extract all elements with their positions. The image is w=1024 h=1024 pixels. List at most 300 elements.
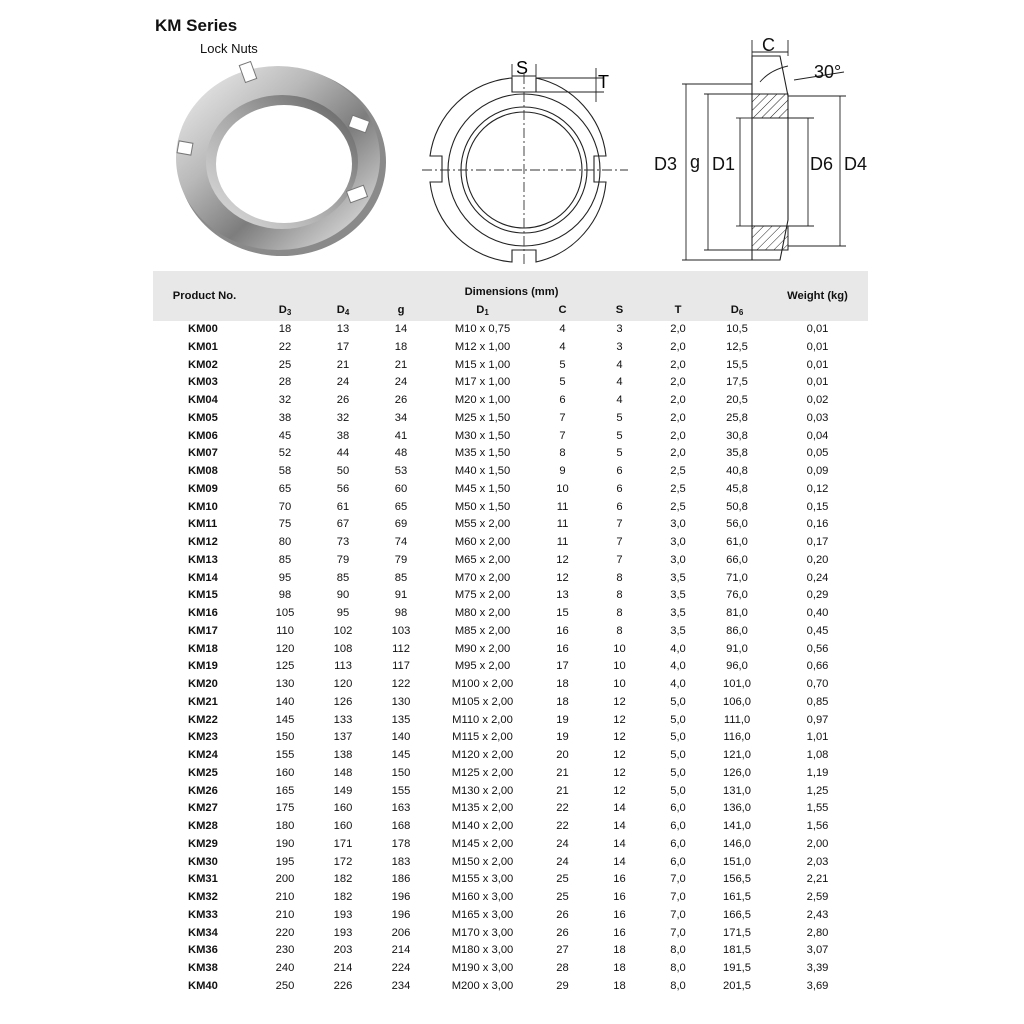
table-cell: 0,01 xyxy=(806,358,829,371)
product-number-cell: KM34 xyxy=(188,926,218,939)
table-cell: 5,0 xyxy=(670,731,686,744)
table-cell: 149 xyxy=(333,784,353,797)
table-cell: 24 xyxy=(336,376,350,389)
table-cell: 5,0 xyxy=(670,695,686,708)
dimension-d6-label: D6 xyxy=(810,154,834,174)
table-cell: 24 xyxy=(556,837,569,850)
table-cell: 172 xyxy=(333,855,353,868)
table-cell: 26 xyxy=(336,394,350,406)
table-cell: 34 xyxy=(394,411,408,424)
table-cell: 1,01 xyxy=(806,731,829,744)
table-cell: 12 xyxy=(613,749,626,761)
table-cell: 5 xyxy=(616,411,623,424)
table-cell: 2,0 xyxy=(670,358,686,371)
table-cell: 85 xyxy=(336,571,350,584)
product-number-cell: KM40 xyxy=(188,979,218,992)
table-cell: 203 xyxy=(333,944,353,957)
column-header: g xyxy=(372,298,430,321)
table-cell: 6 xyxy=(616,465,623,477)
table-row xyxy=(153,978,868,996)
table-cell: 163 xyxy=(391,802,411,815)
table-cell: 14 xyxy=(613,837,626,850)
product-number-header: Product No. xyxy=(153,271,256,321)
table-cell: M190 x 3,00 xyxy=(451,962,514,974)
table-cell: 0,17 xyxy=(806,536,829,548)
table-cell: 0,04 xyxy=(806,429,829,442)
table-cell: 4,0 xyxy=(670,642,686,655)
table-cell: 13 xyxy=(336,323,350,335)
product-number-cell: KM10 xyxy=(188,500,218,513)
table-cell: 136,0 xyxy=(723,802,751,815)
table-cell: 14 xyxy=(394,323,408,335)
table-row xyxy=(153,942,868,960)
table-cell: 2,0 xyxy=(670,323,686,335)
table-cell: 2,0 xyxy=(670,376,686,389)
table-cell: 3,07 xyxy=(806,944,829,957)
table-row xyxy=(153,605,868,623)
table-cell: 0,01 xyxy=(806,323,829,335)
table-cell: M10 x 0,75 xyxy=(454,323,511,335)
table-cell: M12 x 1,00 xyxy=(454,340,511,353)
table-cell: M80 x 2,00 xyxy=(454,607,511,619)
table-cell: 19 xyxy=(556,713,569,726)
table-cell: 91 xyxy=(394,589,408,602)
table-row xyxy=(153,357,868,375)
product-number-cell: KM21 xyxy=(188,695,218,708)
table-cell: 18 xyxy=(394,340,408,353)
table-cell: 96,0 xyxy=(726,660,748,673)
page-subtitle: Lock Nuts xyxy=(200,41,258,56)
table-cell: 190 xyxy=(275,837,295,850)
table-cell: 0,01 xyxy=(806,376,829,389)
table-cell: 8 xyxy=(616,571,623,584)
product-number-cell: KM03 xyxy=(188,376,218,389)
product-number-cell: KM28 xyxy=(188,820,218,832)
table-cell: 95 xyxy=(278,571,292,584)
table-cell: 183 xyxy=(391,855,411,868)
table-cell: M115 x 2,00 xyxy=(452,731,513,744)
table-cell: M40 x 1,50 xyxy=(454,465,511,477)
table-row xyxy=(153,623,868,641)
table-cell: 60 xyxy=(394,482,408,495)
table-cell: 0,15 xyxy=(806,500,829,513)
table-cell: M200 x 3,00 xyxy=(451,979,514,992)
product-number-cell: KM32 xyxy=(188,891,218,903)
table-cell: 35,8 xyxy=(726,447,748,460)
table-cell: 0,40 xyxy=(806,607,829,619)
table-cell: M170 x 3,00 xyxy=(451,926,514,939)
table-cell: 27 xyxy=(556,944,569,957)
table-cell: 0,66 xyxy=(806,660,829,673)
table-row xyxy=(153,552,868,570)
product-number-cell: KM36 xyxy=(188,944,218,957)
column-header: T xyxy=(649,298,707,321)
product-number-cell: KM20 xyxy=(188,678,218,690)
table-cell: 0,56 xyxy=(806,642,829,655)
table-cell: 7 xyxy=(559,411,566,424)
table-cell: 12 xyxy=(613,766,626,779)
table-cell: 182 xyxy=(333,873,353,886)
table-cell: 9 xyxy=(559,465,566,477)
table-row xyxy=(153,445,868,463)
table-cell: 16 xyxy=(613,926,626,939)
table-cell: 7,0 xyxy=(670,891,686,903)
table-cell: 180 xyxy=(275,820,295,832)
table-cell: 140 xyxy=(391,731,411,744)
table-cell: 145 xyxy=(391,749,411,761)
angle-30-label: 30° xyxy=(814,62,842,82)
table-cell: 20,5 xyxy=(726,394,748,406)
table-cell: 18 xyxy=(613,962,626,974)
table-cell: 6,0 xyxy=(670,820,686,832)
table-cell: M20 x 1,00 xyxy=(454,394,511,406)
table-cell: 85 xyxy=(394,571,408,584)
table-cell: 131,0 xyxy=(723,784,751,797)
table-cell: 156,5 xyxy=(723,873,751,886)
table-cell: 2,59 xyxy=(806,891,829,903)
table-cell: 61 xyxy=(336,500,350,513)
table-cell: 0,16 xyxy=(806,518,829,531)
table-cell: 38 xyxy=(278,411,292,424)
table-cell: M145 x 2,00 xyxy=(451,837,514,850)
table-cell: 206 xyxy=(391,926,411,939)
table-cell: 0,24 xyxy=(806,571,829,584)
column-header: $D_3$ xyxy=(256,298,314,321)
table-cell: 171,5 xyxy=(723,926,751,939)
table-cell: 40,8 xyxy=(726,465,748,477)
table-cell: 0,20 xyxy=(806,553,829,566)
table-cell: 5,0 xyxy=(670,766,686,779)
table-cell: M180 x 3,00 xyxy=(451,944,514,957)
table-row xyxy=(153,783,868,801)
table-cell: 32 xyxy=(336,411,350,424)
table-row xyxy=(153,800,868,818)
product-number-cell: KM08 xyxy=(188,465,218,477)
table-cell: M110 x 2,00 xyxy=(452,713,513,726)
table-cell: 151,0 xyxy=(723,855,751,868)
table-cell: 0,85 xyxy=(806,695,829,708)
table-cell: 6 xyxy=(616,500,623,513)
table-cell: 133 xyxy=(333,713,353,726)
table-cell: 73 xyxy=(336,536,350,548)
product-number-cell: KM12 xyxy=(188,536,218,548)
table-cell: 80 xyxy=(278,536,292,548)
table-cell: M105 x 2,00 xyxy=(451,695,514,708)
table-cell: 22 xyxy=(278,340,292,353)
table-cell: M75 x 2,00 xyxy=(454,589,511,602)
table-cell: 196 xyxy=(391,908,411,921)
table-cell: 61,0 xyxy=(726,536,748,548)
table-cell: 6,0 xyxy=(670,802,686,815)
table-cell: 191,5 xyxy=(723,962,751,974)
table-cell: 8,0 xyxy=(670,979,686,992)
product-number-cell: KM11 xyxy=(188,518,218,531)
table-cell: 3,5 xyxy=(670,589,686,602)
table-cell: 29 xyxy=(556,979,569,992)
table-cell: 1,55 xyxy=(806,802,829,815)
table-cell: 76,0 xyxy=(726,589,748,602)
table-cell: 21 xyxy=(336,358,350,371)
table-cell: 45,8 xyxy=(726,482,748,495)
table-cell: 175 xyxy=(275,802,295,815)
table-cell: 0,03 xyxy=(806,411,829,424)
table-cell: 18 xyxy=(613,979,626,992)
table-cell: 6 xyxy=(616,482,623,495)
table-cell: 25 xyxy=(556,873,569,886)
column-header: $D_6$ xyxy=(707,298,767,321)
table-cell: M165 x 3,00 xyxy=(451,908,514,921)
product-number-cell: KM09 xyxy=(188,482,218,495)
table-cell: M35 x 1,50 xyxy=(454,447,511,460)
product-number-cell: KM15 xyxy=(188,589,218,602)
table-cell: M25 x 1,50 xyxy=(454,411,511,424)
table-cell: 53 xyxy=(394,465,408,477)
table-cell: 200 xyxy=(275,873,295,886)
table-cell: 1,56 xyxy=(806,820,829,832)
table-cell: 6,0 xyxy=(670,855,686,868)
table-cell: M95 x 2,00 xyxy=(454,660,511,673)
table-cell: 5 xyxy=(559,376,566,389)
table-cell: 1,08 xyxy=(806,749,829,761)
table-cell: 12 xyxy=(556,571,569,584)
table-cell: 105 xyxy=(275,607,295,619)
table-cell: 16 xyxy=(613,908,626,921)
table-cell: M140 x 2,00 xyxy=(451,820,514,832)
table-cell: 25,8 xyxy=(726,411,748,424)
table-row xyxy=(153,658,868,676)
table-cell: 8 xyxy=(616,589,623,602)
product-number-cell: KM33 xyxy=(188,908,218,921)
table-cell: 4 xyxy=(616,358,623,371)
product-number-cell: KM14 xyxy=(188,571,218,584)
table-row xyxy=(153,747,868,765)
table-cell: 120 xyxy=(333,678,353,690)
table-cell: 2,5 xyxy=(670,465,686,477)
table-cell: 26 xyxy=(394,394,408,406)
table-row xyxy=(153,836,868,854)
table-cell: M120 x 2,00 xyxy=(451,749,514,761)
table-cell: 56 xyxy=(336,482,350,495)
table-cell: 58 xyxy=(278,465,292,477)
dimension-g-label: g xyxy=(690,152,701,172)
table-cell: 11 xyxy=(556,500,569,513)
table-cell: 18 xyxy=(613,944,626,957)
table-cell: 224 xyxy=(391,962,411,974)
table-cell: 168 xyxy=(391,820,411,832)
table-cell: 0,09 xyxy=(806,465,829,477)
table-cell: 145 xyxy=(275,713,295,726)
table-cell: 90 xyxy=(336,589,350,602)
product-number-cell: KM01 xyxy=(188,340,218,353)
table-row xyxy=(153,694,868,712)
table-row xyxy=(153,907,868,925)
table-cell: 6 xyxy=(559,394,566,406)
table-cell: 85 xyxy=(278,553,292,566)
table-cell: 160 xyxy=(333,802,353,815)
table-cell: 5 xyxy=(559,358,566,371)
table-cell: 125 xyxy=(275,660,295,673)
table-cell: 13 xyxy=(556,589,569,602)
table-row xyxy=(153,676,868,694)
table-cell: 21 xyxy=(394,358,408,371)
table-cell: 130 xyxy=(391,695,411,708)
table-cell: 12 xyxy=(613,731,626,744)
table-cell: 11 xyxy=(556,536,569,548)
table-row xyxy=(153,534,868,552)
table-cell: 0,02 xyxy=(806,394,829,406)
table-cell: M125 x 2,00 xyxy=(451,766,514,779)
table-row xyxy=(153,641,868,659)
table-cell: 2,43 xyxy=(806,908,829,921)
table-cell: 17,5 xyxy=(726,376,748,389)
table-cell: 102 xyxy=(333,624,353,637)
table-cell: 111,0 xyxy=(723,713,751,726)
table-cell: 171 xyxy=(333,837,353,850)
table-cell: 2,0 xyxy=(670,394,686,406)
table-cell: 21 xyxy=(556,766,569,779)
table-cell: 0,01 xyxy=(806,340,829,353)
table-cell: 126 xyxy=(333,695,353,708)
table-cell: 0,97 xyxy=(806,713,829,726)
table-cell: 38 xyxy=(336,429,350,442)
product-number-cell: KM25 xyxy=(188,766,218,779)
table-cell: 135 xyxy=(391,713,411,726)
product-number-cell: KM29 xyxy=(188,837,218,850)
table-cell: 161,5 xyxy=(723,891,751,903)
table-cell: 7,0 xyxy=(670,926,686,939)
table-cell: 8 xyxy=(559,447,566,460)
table-cell: 4 xyxy=(559,323,566,335)
table-row xyxy=(153,765,868,783)
table-cell: 26 xyxy=(556,926,569,939)
table-cell: 71,0 xyxy=(726,571,748,584)
table-cell: 8,0 xyxy=(670,944,686,957)
table-cell: 186 xyxy=(391,873,411,886)
product-number-cell: KM23 xyxy=(188,731,218,744)
table-cell: 15 xyxy=(556,607,569,619)
table-cell: 5 xyxy=(616,429,623,442)
column-header: S xyxy=(590,298,649,321)
table-cell: M17 x 1,00 xyxy=(454,376,511,389)
table-cell: 138 xyxy=(333,749,353,761)
table-cell: 11 xyxy=(556,518,569,531)
table-cell: 160 xyxy=(275,766,295,779)
table-cell: 116,0 xyxy=(723,731,751,744)
table-cell: 155 xyxy=(391,784,411,797)
table-cell: 81,0 xyxy=(726,607,748,619)
table-cell: 17 xyxy=(556,660,569,673)
table-cell: 12 xyxy=(613,713,626,726)
table-cell: 44 xyxy=(336,447,350,460)
product-number-cell: KM04 xyxy=(188,394,218,406)
table-cell: 65 xyxy=(278,482,292,495)
table-cell: 69 xyxy=(394,518,408,531)
table-row xyxy=(153,925,868,943)
table-cell: 112 xyxy=(392,642,410,655)
table-cell: 2,21 xyxy=(806,873,829,886)
table-cell: 10 xyxy=(613,660,626,673)
table-row xyxy=(153,818,868,836)
table-cell: 28 xyxy=(278,376,292,389)
table-row xyxy=(153,499,868,517)
table-cell: 79 xyxy=(394,553,408,566)
table-cell: 75 xyxy=(278,518,292,531)
table-cell: 15,5 xyxy=(726,358,748,371)
table-cell: 195 xyxy=(275,855,295,868)
table-cell: 24 xyxy=(394,376,408,389)
product-number-cell: KM02 xyxy=(188,358,218,371)
table-cell: M160 x 3,00 xyxy=(451,891,514,903)
table-row xyxy=(153,587,868,605)
table-cell: 28 xyxy=(556,962,569,974)
table-cell: 24 xyxy=(556,855,569,868)
table-cell: 21 xyxy=(556,784,569,797)
table-cell: 4 xyxy=(616,376,623,389)
lock-nut-photo xyxy=(170,58,392,263)
table-cell: 4,0 xyxy=(670,660,686,673)
table-cell: 5,0 xyxy=(670,749,686,761)
table-cell: 150 xyxy=(275,731,295,744)
table-row xyxy=(153,729,868,747)
table-cell: 0,29 xyxy=(806,589,829,602)
table-cell: M60 x 2,00 xyxy=(454,536,511,548)
table-cell: 2,0 xyxy=(670,411,686,424)
table-cell: 14 xyxy=(613,855,626,868)
table-cell: 32 xyxy=(278,394,292,406)
table-cell: 210 xyxy=(275,908,295,921)
table-cell: 160 xyxy=(333,820,353,832)
table-cell: 98 xyxy=(394,607,408,619)
table-cell: 214 xyxy=(391,944,411,957)
table-cell: 141,0 xyxy=(723,820,751,832)
product-number-cell: KM19 xyxy=(188,660,218,673)
table-cell: 12 xyxy=(613,784,626,797)
table-cell: 150 xyxy=(391,766,411,779)
table-cell: 240 xyxy=(275,962,295,974)
table-cell: 19 xyxy=(556,731,569,744)
table-cell: 3 xyxy=(616,323,623,335)
table-cell: M15 x 1,00 xyxy=(454,358,511,371)
table-row xyxy=(153,463,868,481)
table-cell: 14 xyxy=(613,802,626,815)
table-row xyxy=(153,854,868,872)
table-cell: 121,0 xyxy=(723,749,751,761)
table-cell: M30 x 1,50 xyxy=(454,429,511,442)
table-cell: 234 xyxy=(391,979,411,992)
dimension-c-label: C xyxy=(762,36,775,55)
table-cell: 8 xyxy=(616,624,623,637)
table-cell: 22 xyxy=(556,820,569,832)
table-cell: 91,0 xyxy=(726,642,748,655)
table-cell: 122 xyxy=(391,678,411,690)
table-cell: 120 xyxy=(275,642,295,655)
table-cell: 101,0 xyxy=(723,678,751,690)
table-cell: 0,45 xyxy=(806,624,829,637)
table-cell: 201,5 xyxy=(723,979,751,992)
table-cell: 16 xyxy=(613,873,626,886)
table-cell: 50 xyxy=(336,465,350,477)
column-header: $D_1$ xyxy=(430,298,535,321)
table-cell: 12 xyxy=(556,553,569,566)
table-cell: 146,0 xyxy=(723,837,751,850)
table-cell: 1,25 xyxy=(806,784,829,797)
table-row xyxy=(153,960,868,978)
table-cell: 4 xyxy=(616,394,623,406)
table-cell: 8,0 xyxy=(670,962,686,974)
table-cell: 137 xyxy=(333,731,353,744)
table-cell: 70 xyxy=(278,500,292,513)
table-cell: 7,0 xyxy=(670,873,686,886)
